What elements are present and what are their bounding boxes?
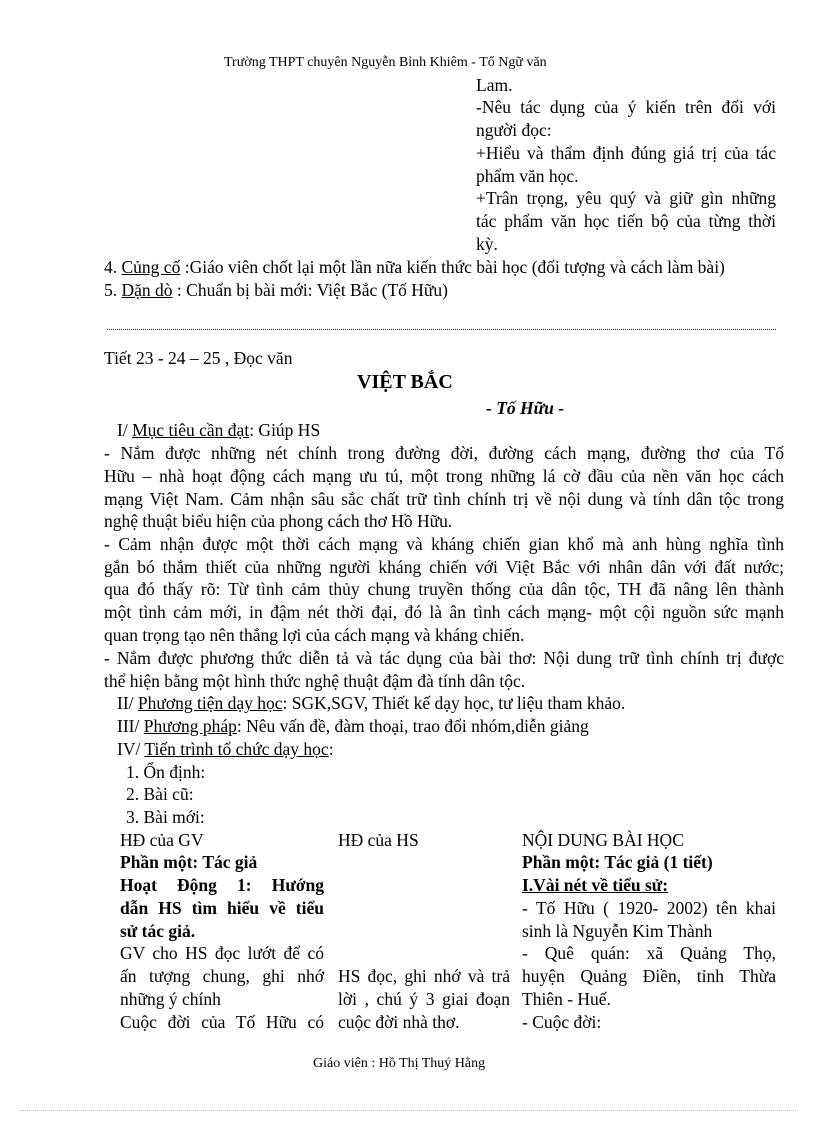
hs-text-line: HS đọc, ghi nhớ và trả [338,966,510,986]
dan-do-line: 5. Dặn dò : Chuẩn bị bài mới: Việt Bắc (Tố Hữu) [104,280,448,300]
page-header: Trường THPT chuyên Nguyễn Bỉnh Khiêm - Tổ Ngữ văn [224,55,547,70]
objective-line: Hữu – nhà hoạt động cách mạng ưu tú, một trong những lá cờ đầu của nền văn học cách [104,466,784,486]
gv-text-line: Cuộc đời của Tố Hữu có [120,1012,324,1032]
part-one-gv: Phần một: Tác giả [120,852,258,872]
objective-line: qua đó thấy rõ: Từ tình cảm thủy chung truyền thống của dân tộc, TH đã nâng lên thành [104,579,784,599]
col-header-hs: HĐ của HS [338,830,419,850]
activity-heading-line: Hoạt Động 1: Hướng [120,875,324,895]
objective-line: mạng Việt Nam. Cảm nhận sâu sắc chất trữ tình chính trị về nội dung và tính dân tộc trong [104,489,784,509]
objective-line: thể hiện bằng một hình thức nghệ thuật đậm đà tính dân tộc. [104,671,526,691]
objective-line: gắn bó thắm thiết của những người kháng chiến với Việt Bắc với nhân dân với đất nước; [104,557,784,577]
content-line: - Tố Hữu ( 1920- 2002) tên khai [522,898,776,918]
page-bottom-divider [20,1110,796,1111]
cung-co-line: 4. Củng cố :Giáo viên chốt lại một lần nữa kiến thức bài học (đối tượng và cách làm bài) [104,257,725,277]
gv-text-line: GV cho HS đọc lướt để có [120,943,324,963]
prev-lesson-line: kỳ. [476,234,498,254]
objective-line: quan trọng tạo nên thắng lợi của cách mạng và kháng chiến. [104,625,525,645]
phuong-phap-line: III/ Phương pháp: Nêu vấn đề, đàm thoại, trao đổi nhóm,diễn giảng [117,716,589,736]
prev-lesson-line: phẩm văn học. [476,166,579,186]
activity-heading-line: dẫn HS tìm hiểu về tiểu [120,898,324,918]
tien-trinh-label: Tiến trình tổ chức dạy học [144,739,329,759]
section-divider [107,329,776,330]
objective-line: một tình cảm mới, in đậm nét thời đại, đó là ân tình cách mạng- một cội nguồn sức mạnh [104,602,784,622]
part-one-content: Phần một: Tác giả (1 tiết) [522,852,713,872]
prev-lesson-line: Lam. [476,75,513,95]
hs-text-line: cuộc đời nhà thơ. [338,1012,460,1032]
step-item: 1. Ổn định: [126,762,206,782]
gv-text-line: những ý chính [120,989,221,1009]
activity-heading-line: sử tác giả. [120,921,196,941]
prev-lesson-line: -Nêu tác dụng của ý kiến trên đối với [476,97,776,117]
prev-lesson-line: người đọc: [476,120,552,140]
col-header-gv: HĐ của GV [120,830,204,850]
prev-lesson-line: tác phẩm văn học tiến bộ của từng thời [476,211,776,231]
lesson-title: VIỆT BẮC [357,371,453,393]
prev-lesson-line: +Trân trọng, yêu quý và giữ gìn những [476,188,776,208]
hs-text-line: lời , chú ý 3 giai đoạn [338,989,510,1009]
content-line: - Cuộc đời: [522,1012,602,1032]
biography-section-heading: I.Vài nét về tiểu sử: [522,875,669,895]
lesson-author: - Tố Hữu - [486,398,565,418]
muc-tieu-label: Mục tiêu cần đạt [132,420,250,440]
content-line: huyện Quảng Điền, tỉnh Thừa [522,966,776,986]
prev-lesson-line: +Hiểu và thẩm định đúng giá trị của tác [476,143,776,163]
cung-co-label: Củng cố [121,257,181,277]
step-item: 2. Bài cũ: [126,784,194,804]
objective-line: - Nắm được những nét chính trong đường đời, đường cách mạng, đường thơ của Tố [104,443,784,463]
step-item: 3. Bài mới: [126,807,205,827]
phuong-phap-label: Phương pháp [143,716,237,736]
gv-text-line: ấn tượng chung, ghi nhớ [120,966,324,986]
phuong-tien-line: II/ Phương tiện dạy học: SGK,SGV, Thiết kế dạy học, tư liệu tham khảo. [117,693,626,713]
objective-line: nghệ thuật biểu hiện của phong cách thơ Hồ Hữu. [104,511,453,531]
tien-trinh-line: IV/ Tiến trình tổ chức dạy học: [117,739,334,759]
phuong-tien-label: Phương tiện dạy học [137,693,283,713]
content-line: sinh là Nguyễn Kim Thành [522,921,713,941]
content-line: Thiên - Huế. [522,989,611,1009]
page-footer: Giáo viên : Hồ Thị Thuý Hằng [313,1056,486,1071]
content-line: - Quê quán: xã Quảng Thọ, [522,943,776,963]
muc-tieu-heading: I/ Mục tiêu cần đạt: Giúp HS [117,420,321,440]
lesson-period: Tiết 23 - 24 – 25 , Đọc văn [104,348,293,368]
dan-do-label: Dặn dò [121,280,173,300]
col-header-content: NỘI DUNG BÀI HỌC [522,830,684,850]
objective-line: - Nắm được phương thức diễn tả và tác dụng của bài thơ: Nội dung trữ tình chính trị được [104,648,784,668]
objective-line: - Cảm nhận được một thời cách mạng và kháng chiến gian khổ mà anh hùng nghĩa tình [104,534,784,554]
